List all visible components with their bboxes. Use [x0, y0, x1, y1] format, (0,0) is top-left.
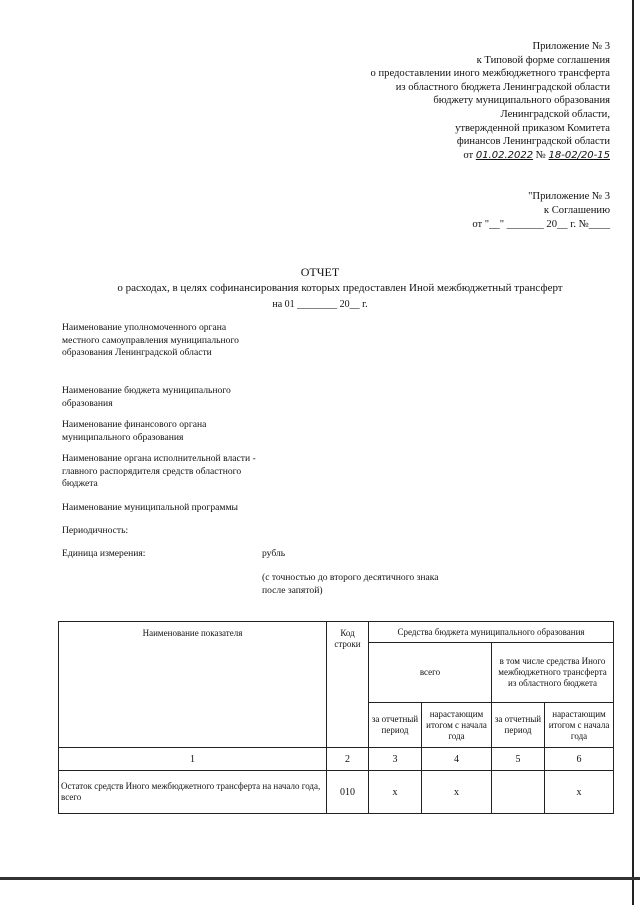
field-authority: Наименование уполномоченного органа местного самоуправления муниципального образования Ленинградской области [62, 322, 239, 359]
row-code: 010 [327, 771, 369, 814]
header-funds: Средства бюджета муниципального образования [369, 622, 614, 643]
report-table [58, 621, 614, 814]
header-line: утвержденной приказом Комитета [455, 122, 610, 134]
report-date: на 01 ________ 20__ г. [272, 299, 368, 310]
field-periodicity: Периодичность: [62, 525, 129, 536]
header-line: финансов Ленинградской области [456, 136, 610, 148]
row-indicator: Остаток средств Иного межбюджетного трансферта на начало года, всего [59, 771, 327, 814]
header-total: всего [369, 643, 492, 703]
field-finance-body: Наименование финансового органа муниципального образования [62, 419, 207, 443]
table-row [59, 771, 614, 814]
order-number: 18-02/20-15 [548, 149, 610, 161]
header-indicator: Наименование показателя [59, 622, 327, 748]
agreement-header [370, 190, 610, 232]
header-code: Код строки [327, 622, 369, 748]
column-number: 2 [327, 748, 369, 771]
header-line: к Типовой форме соглашения [476, 54, 610, 66]
agreement-line: от "__" _______ 20__ г. №____ [472, 219, 610, 230]
header-line: о предоставлении иного межбюджетного трансферта [370, 68, 610, 80]
header-line: Приложение № 3 [532, 41, 610, 52]
column-number: 3 [369, 748, 422, 771]
header-line: Ленинградской области, [500, 108, 610, 120]
header-period: за отчетный период [369, 703, 422, 748]
field-unit-note: (с точностью до второго десятичного знака после запятой) [262, 572, 439, 596]
column-number: 4 [422, 748, 492, 771]
row-cell: х [369, 771, 422, 814]
field-administrator: Наименование органа исполнительной власти - главного распорядителя средств областного бюджета [62, 453, 256, 490]
field-program: Наименование муниципальной программы [62, 502, 238, 513]
header-cumulative: нарастающим итогом с начала года [422, 703, 492, 748]
column-number: 6 [545, 748, 614, 771]
header-incl: в том числе средства Иного межбюджетного трансферта из областного бюджета [492, 643, 614, 703]
header-line: из областного бюджета Ленинградской области [395, 81, 610, 93]
row-cell: х [422, 771, 492, 814]
number-sign: № [535, 149, 546, 161]
header-period: за отчетный период [492, 703, 545, 748]
field-budget: Наименование бюджета муниципального образования [62, 385, 231, 409]
agreement-line: "Приложение № 3 [528, 191, 610, 202]
page-edge-bottom [0, 877, 640, 880]
column-number: 5 [492, 748, 545, 771]
row-cell: х [545, 771, 614, 814]
field-unit-value: рубль [262, 548, 286, 559]
field-unit-label: Единица измерения: [62, 548, 146, 559]
appendix-header [290, 40, 610, 162]
column-number: 1 [59, 748, 327, 771]
date-prefix: от [463, 149, 474, 161]
order-date-line [290, 149, 610, 163]
order-date: 01.02.2022 [475, 149, 534, 161]
page-edge-right [632, 0, 634, 905]
report-subtitle: о расходах, в целях софинансирования которых предоставлен Иной межбюджетный трансферт [117, 282, 563, 294]
header-cumulative: нарастающим итогом с начала года [545, 703, 614, 748]
header-line: бюджету муниципального образования [433, 95, 610, 107]
agreement-line: к Соглашению [543, 205, 610, 216]
row-cell [492, 771, 545, 814]
report-title: ОТЧЕТ [300, 265, 340, 279]
column-numbers-row [59, 748, 614, 771]
